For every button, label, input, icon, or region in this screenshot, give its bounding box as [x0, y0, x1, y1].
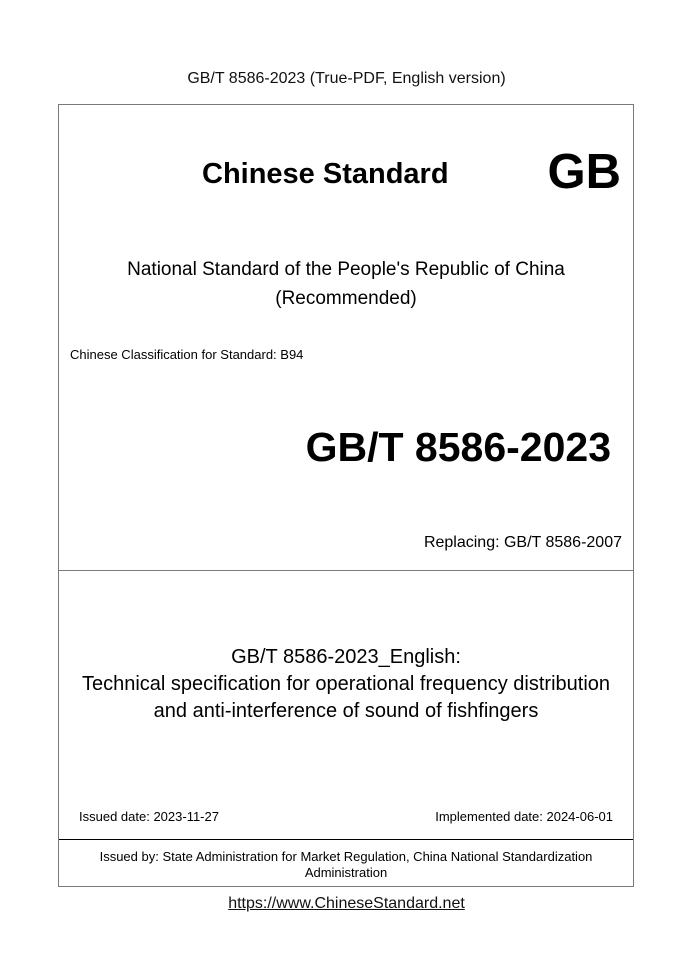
- website-link[interactable]: https://www.ChineseStandard.net: [228, 895, 465, 912]
- implemented-date: Implemented date: 2024-06-01: [435, 809, 613, 824]
- recommended-line: (Recommended): [275, 288, 417, 309]
- english-title-line-3: and anti-interference of sound of fishfingers: [153, 700, 539, 722]
- national-standard-line: National Standard of the People's Republic of China: [127, 259, 565, 280]
- english-title-line-1: GB/T 8586-2023_English:: [231, 646, 461, 668]
- replacing-label: Replacing: GB/T 8586-2007: [423, 534, 622, 551]
- classification-label: Chinese Classification for Standard: B94: [70, 347, 304, 362]
- issuer-line-1: Issued by: State Administration for Market Regulation, China National Standardization: [99, 849, 593, 864]
- gb-mark: GB: [547, 145, 621, 199]
- issued-date: Issued date: 2023-11-27: [79, 809, 219, 824]
- standard-number: GB/T 8586-2023: [305, 424, 611, 470]
- issuer-box: [59, 839, 633, 886]
- english-title-line-2: Technical specification for operational frequency distribution: [81, 673, 611, 695]
- cover-upper-section: [59, 105, 633, 571]
- cover-frame: [58, 104, 634, 887]
- page-header: GB/T 8586-2023 (True-PDF, English version): [187, 70, 506, 87]
- english-title-block: [59, 644, 633, 725]
- website-link-container: [0, 894, 693, 914]
- standard-label: Chinese Standard: [202, 158, 449, 190]
- issuer-line-2: Administration: [304, 865, 388, 880]
